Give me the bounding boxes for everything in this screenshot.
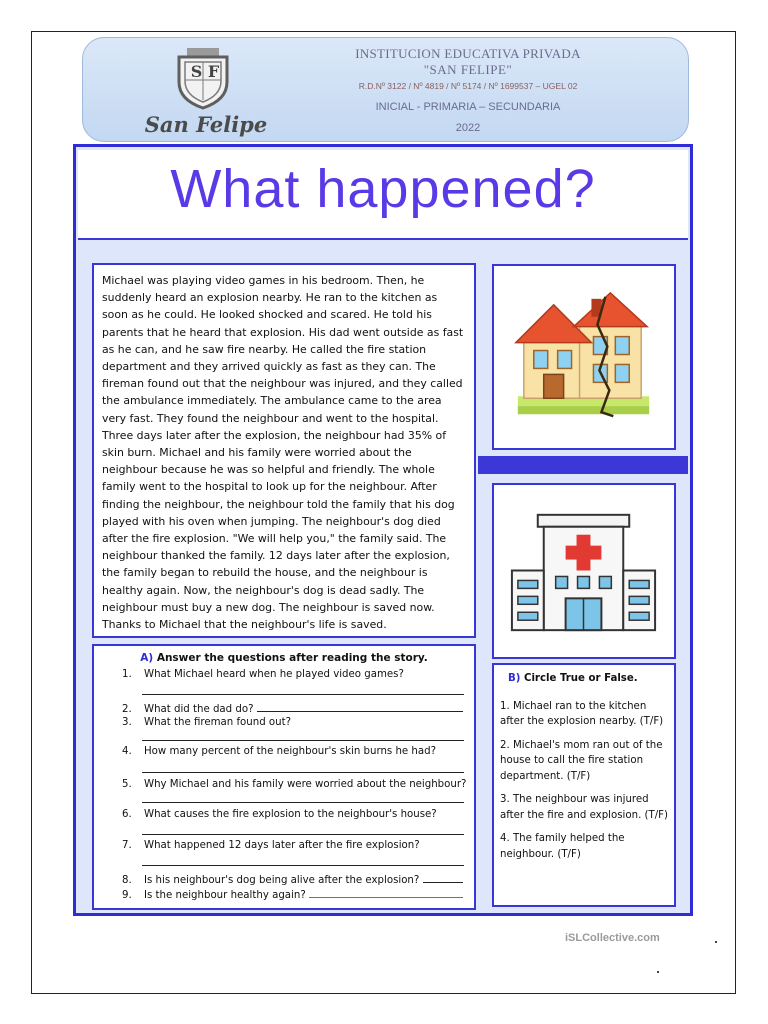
stray-dot	[657, 971, 659, 973]
answer-line-9[interactable]	[309, 887, 463, 898]
stray-dot	[715, 941, 717, 943]
institution-type: INSTITUCION EDUCATIVA PRIVADA	[355, 46, 581, 61]
question-4: 4. How many percent of the neighbour's skin burns he had?	[122, 746, 436, 757]
question-6: 6. What causes the fire explosion to the neighbour's house?	[122, 809, 437, 820]
answer-line-3[interactable]	[142, 740, 464, 741]
answer-line-5[interactable]	[142, 802, 464, 803]
answer-line-7[interactable]	[142, 865, 464, 866]
answer-line-4[interactable]	[142, 772, 464, 773]
answer-line-1[interactable]	[142, 694, 464, 695]
institution-levels: INICIAL - PRIMARIA – SECUNDARIA	[375, 101, 561, 113]
question-1: 1. What Michael heard when he played video games?	[122, 669, 404, 680]
question-9: 9. Is the neighbour healthy again?	[122, 887, 463, 901]
house-image-box	[492, 264, 676, 450]
question-5: 5. Why Michael and his family were worried about the neighbour?	[122, 779, 467, 790]
answer-line-2[interactable]	[257, 701, 463, 712]
questions-section	[92, 644, 476, 910]
hospital-image-box	[492, 483, 676, 659]
story-text: Michael was playing video games in his bedroom. Then, he suddenly heard an explosion nearby. He ran to the kitchen as soon as he could. He looked shocked and scared. He told his parents that he heard that explosion. His dad went outside as fast as he can, and he saw fire nearby. He called the fire station department and they arrived quickly as fast as they can. The fireman found out that the neighbour was injured, and they called the ambulance immediately. The ambulance came to the area very fast. They found the neighbour and went to the hospital. Three days later after the explosion, the neighbour had 35% of skin burn. Michael and his family were worried about the neighbour because he was so helpful and friendly. The whole family went to the hospital to look up for the neighbour. After finding the neighbour, the neighbour told the family that his dog played with his oven when jumping. The neighbour's dog died after the fire explosion. "We will help you," the family said. The neighbour thanked the family. 12 days later after the explosion, the family began to rebuild the house, and the neighbour is healthy again. Now, the neighbour's dog is dead sadly. The neighbour must buy a new dog. The neighbour is saved now. Thanks to Michael that the neighbour's life is saved.	[92, 263, 476, 638]
question-7: 7. What happened 12 days later after the fire explosion?	[122, 840, 420, 851]
true-false-heading: B) Circle True or False.	[508, 673, 638, 684]
title-box	[78, 150, 688, 240]
true-false-item-1[interactable]: 1. Michael ran to the kitchen after the explosion nearby. (T/F)	[500, 700, 664, 727]
worksheet-title: What happened?	[170, 159, 596, 219]
institution-name: "SAN FELIPE"	[423, 62, 513, 77]
question-3: 3. What the fireman found out?	[122, 717, 292, 728]
institution-resolutions: R.D.Nº 3122 / Nº 4819 / Nº 5174 / Nº 1699537 – UGEL 02	[358, 81, 578, 91]
school-logo	[141, 44, 271, 139]
logo-initials: S F	[190, 62, 220, 81]
blue-stripe	[478, 456, 688, 474]
logo-name: San Felipe	[144, 112, 268, 137]
institution-info	[283, 44, 653, 134]
questions-heading: A) Answer the questions after reading the story.	[140, 652, 428, 664]
answer-line-8[interactable]	[423, 872, 463, 883]
question-2: 2. What did the dad do?	[122, 701, 463, 715]
question-8: 8. Is his neighbour's dog being alive after the explosion?	[122, 872, 463, 886]
footer-watermark: iSLCollective.com	[565, 932, 660, 944]
true-false-item-3[interactable]: 3. The neighbour was injured after the fire and explosion. (T/F)	[500, 794, 669, 821]
house-with-crack-icon	[494, 266, 673, 447]
school-header	[82, 37, 689, 142]
school-year: 2022	[455, 122, 481, 134]
hospital-building-icon	[494, 485, 673, 656]
true-false-section	[492, 663, 676, 907]
answer-line-6[interactable]	[142, 834, 464, 835]
true-false-item-4[interactable]: 4. The family helped the neighbour. (T/F)	[500, 833, 625, 860]
true-false-item-2[interactable]: 2. Michael's mom ran out of the house to call the fire station department. (T/F)	[500, 739, 663, 782]
